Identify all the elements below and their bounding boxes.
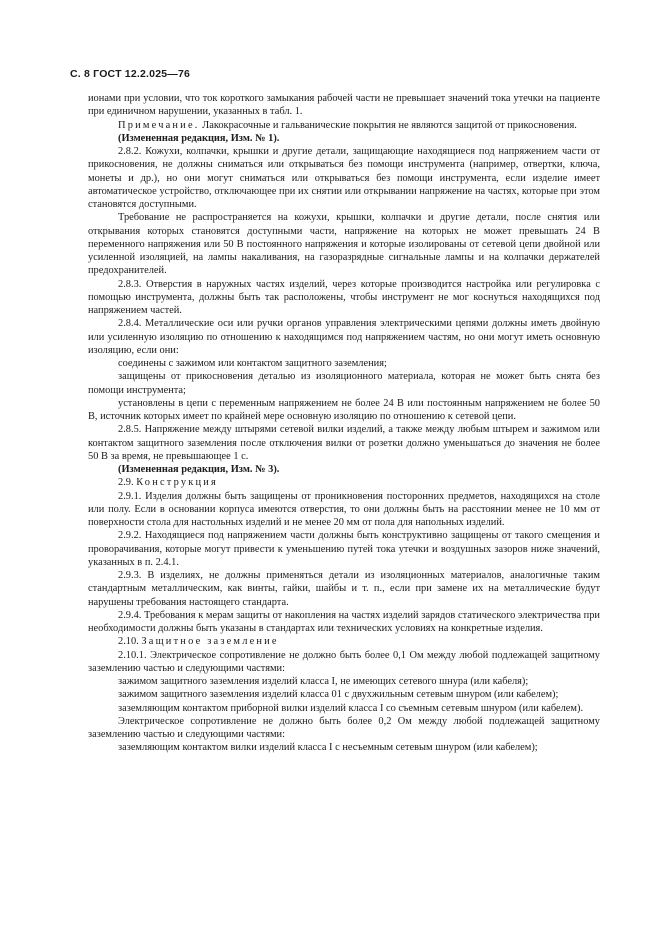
- body-text: [88, 92, 600, 755]
- paragraph: 2.9.4. Требования к мерам защиты от накопления на частях изделий зарядов статического электричества при необходимости должны быть указаны в стандартах или технических условиях на конкретные изделия.: [88, 609, 600, 634]
- revision-note: (Измененная редакция, Изм. № 1).: [118, 132, 280, 144]
- paragraph: защищены от прикосновения деталью из изоляционного материала, которая не может быть снята без помощи инструмента;: [88, 371, 600, 396]
- paragraph: 2.9.3. В изделиях, не должны применяться детали из изоляционных материалов, аналогичные таким стандартным металлическим, как винты, гайки, шайбы и т. п., если при замене их на металлические будут нарушены требования настоящего стандарта.: [88, 570, 600, 608]
- section-heading: [88, 476, 600, 489]
- paragraph: заземляющим контактом вилки изделий класса I с несъемным сетевым шнуром (или кабелем);: [118, 742, 538, 754]
- note-paragraph: [88, 119, 600, 132]
- section-title: Защитное заземление: [141, 636, 279, 648]
- paragraph: Электрическое сопротивление не должно быть более 0,2 Ом между любой подлежащей защитному заземлению частью и следующими частями:: [88, 715, 600, 740]
- paragraph: установлены в цепи с переменным напряжением не более 24 В или постоянным напряжением не более 50 В, источник которых имеет по крайней мере основную изоляцию по отношению к сетевой цепи.: [88, 397, 600, 422]
- section-number: 2.10.: [118, 636, 142, 648]
- paragraph: зажимом защитного заземления изделий класса 01 с двухжильным сетевым шнуром (или кабелем);: [118, 689, 559, 701]
- paragraph: 2.8.5. Напряжение между штырями сетевой вилки изделий, а также между любым штырем и зажимом или контактом защитного заземления после отключения вилки от розетки должно уменьшаться до значения не более 50 В за время, не превышающее 1 с.: [88, 424, 600, 462]
- note-label: Примечание.: [118, 119, 200, 131]
- paragraph: соединены с зажимом или контактом защитного заземления;: [118, 358, 387, 369]
- paragraph: заземляющим контактом приборной вилки изделий класса I со съемным сетевым шнуром (или кабелем).: [118, 702, 584, 714]
- revision-note: (Измененная редакция, Изм. № 3).: [118, 464, 280, 475]
- paragraph: 2.9.1. Изделия должны быть защищены от проникновения посторонних предметов, находящихся на столе или полу. Если в основании корпуса имеются отверстия, то они должны быть на расстоянии менее не 10 мм от поверхности стола для настольных изделий и не менее 20 мм от пола для напольных изделий.: [88, 490, 600, 528]
- paragraph: 2.8.3. Отверстия в наружных частях изделий, через которые производится настройка или регулировка с помощью инструмента, должны быть так расположены, чтобы инструмент не мог коснуться находящихся под напряжением частей.: [88, 278, 600, 316]
- paragraph: 2.8.2. Кожухи, колпачки, крышки и другие детали, защищающие находящиеся под напряжением части от прикосновения, не должны сниматься или открываться без помощи инструмента (например, отвертки, ключа, монеты и др.), но они могут сниматься или открываться без помощи инструмента, если изделие имеет автоматическое устройство, отключающее при их снятии или открывании напряжение на частях, которые при этом становятся доступными.: [88, 146, 600, 210]
- page-header: С. 8 ГОСТ 12.2.025—76: [70, 68, 191, 80]
- paragraph: 2.10.1. Электрическое сопротивление не должно быть более 0,1 Ом между любой подлежащей защитному заземлению частью и следующими частями:: [88, 649, 600, 674]
- paragraph: 2.9.2. Находящиеся под напряжением части должны быть конструктивно защищены от такого смещения и проворачивания, которые могут привести к уменьшению путей тока утечки и воздушных зазоров ниже значений, указанных в п. 2.4.1.: [88, 530, 600, 568]
- section-number: 2.9.: [118, 477, 137, 489]
- section-heading: [88, 635, 600, 648]
- paragraph: зажимом защитного заземления изделий класса I, не имеющих сетевого шнура (или кабеля);: [118, 676, 529, 687]
- paragraph: Требование не распространяется на кожухи, крышки, колпачки и другие детали, после снятия или открывания которых становятся доступными части, напряжение на которых не может превышать 24 В переменного напряжения или 50 В постоянного напряжения и которые изолированы от сетевой цепи двойной или усиленной изоляцией, на лампы накаливания, на газоразрядные сигнальные лампы и на колпачки держателей предохранителей.: [88, 212, 600, 277]
- paragraph: ионами при условии, что ток короткого замыкания рабочей части не превышает значений тока утечки на пациенте при единичном нарушении, указанных в табл. 1.: [88, 93, 600, 118]
- section-title: Конструкция: [136, 477, 219, 489]
- paragraph: 2.8.4. Металлические оси или ручки органов управления электрическими цепями должны иметь двойную или усиленную изоляцию по отношению к находящимся под напряжением частям, но они могут иметь основную изоляцию, если они:: [88, 318, 600, 356]
- note-text: Лакокрасочные и гальванические покрытия не являются защитой от прикосновения.: [199, 119, 577, 131]
